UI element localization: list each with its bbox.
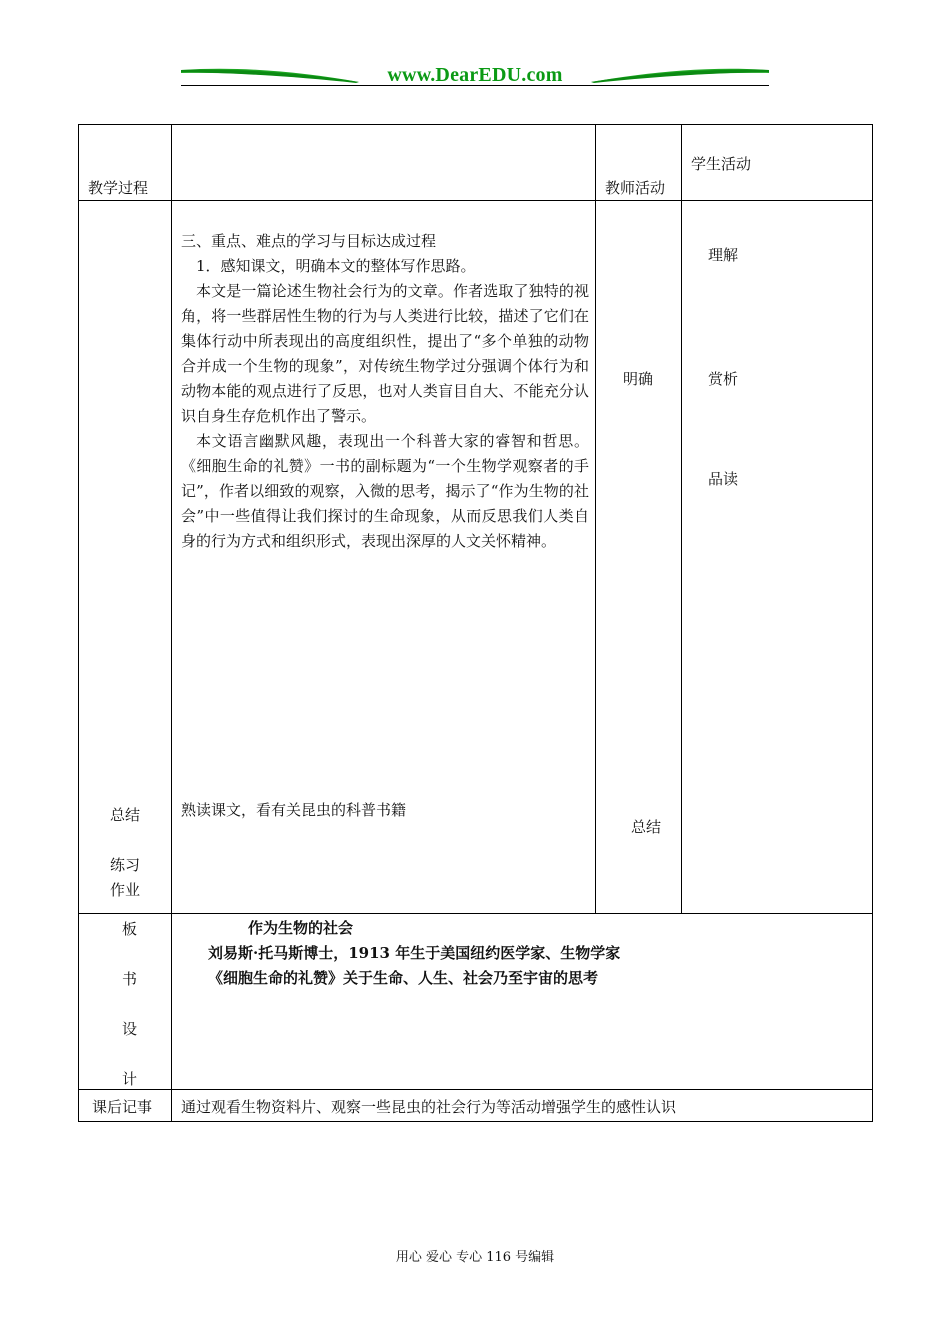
header-student-label: 学生活动 [691, 155, 752, 173]
header-cell-student [682, 125, 873, 201]
board-line-1: 作为生物的社会 [248, 919, 354, 937]
process-practice-label: 练习 [110, 856, 141, 874]
notes-label: 课后记事 [92, 1098, 153, 1116]
header-cell-process [79, 125, 172, 201]
student-appreciate-label: 赏析 [708, 370, 739, 388]
content-heading: 三、重点、难点的学习与目标达成过程 [181, 232, 437, 250]
board-line-2: 刘易斯·托马斯博士，1913 年生于美国纽约医学家、生物学家 [208, 944, 621, 962]
teacher-summary-label: 总结 [631, 818, 662, 836]
process-homework-label: 作业 [110, 881, 141, 899]
board-label-4: 计 [122, 1070, 138, 1088]
table-header-row [79, 125, 873, 201]
content-paragraph-1: 本文是一篇论述生物社会行为的文章。作者选取了独特的视角，将一些群居性生物的行为与人类进行比较，描述了它们在集体行动中所表现出的高度组织性，提出了“多个单独的动物合并成一个生物的现象”，对传统生物学过分强调个体行为和动物本能的观点进行了反思，也对人类盲目自大、不能充分认识自身生存危机作出了警示。 [181, 282, 589, 425]
board-design-row [79, 914, 873, 1090]
header-rule [181, 85, 769, 86]
content-text [181, 229, 589, 554]
body-cell-process [79, 201, 172, 914]
content-item-1: 1．感知课文，明确本文的整体写作思路。 [196, 257, 476, 275]
lesson-plan-table [78, 124, 873, 1122]
board-label-3: 设 [122, 1020, 138, 1038]
student-read-label: 品读 [708, 470, 739, 488]
body-cell-student [682, 201, 873, 914]
board-label-1: 板 [122, 920, 138, 938]
header-teacher-label: 教师活动 [605, 179, 666, 197]
header-cell-content [172, 125, 596, 201]
table-body-row [79, 201, 873, 914]
body-cell-content [172, 201, 596, 914]
board-label-cell [79, 914, 172, 1090]
notes-row [79, 1090, 873, 1122]
content-paragraph-2: 本文语言幽默风趣，表现出一个科普大家的睿智和哲思。《细胞生命的礼赞》一书的副标题为“一个生物学观察者的手记”，作者以细致的观察，入微的思考，揭示了“作为生物的社会”中一些值得让我们探讨的生命现象，从而反思我们人类自身的行为方式和组织形式，表现出深厚的人文关怀精神。 [181, 432, 589, 550]
page-footer: 用心 爱心 专心 116 号编辑 [395, 1250, 555, 1265]
header-cell-teacher [596, 125, 682, 201]
board-content-cell [172, 914, 873, 1090]
header-process-label: 教学过程 [88, 179, 149, 197]
notes-label-cell [79, 1090, 172, 1122]
logo-text: www.DearEDU.com [387, 64, 563, 86]
notes-text: 通过观看生物资料片、观察一些昆虫的社会行为等活动增强学生的感性认识 [181, 1098, 677, 1116]
content-homework: 熟读课文，看有关昆虫的科普书籍 [181, 801, 407, 819]
board-label-2: 书 [122, 970, 138, 988]
body-cell-teacher [596, 201, 682, 914]
process-summary-label: 总结 [110, 806, 141, 824]
notes-content-cell [172, 1090, 873, 1122]
board-line-3: 《细胞生命的礼赞》关于生命、人生、社会乃至宇宙的思考 [208, 969, 599, 987]
student-understand-label: 理解 [708, 246, 739, 264]
teacher-clarify-label: 明确 [623, 370, 654, 388]
